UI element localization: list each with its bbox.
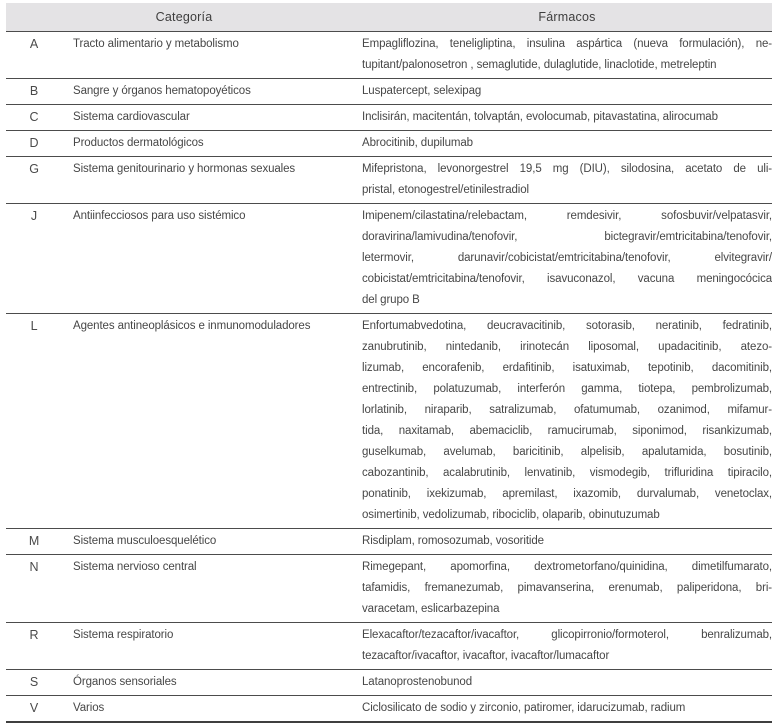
drugs-cell — [362, 314, 772, 529]
drug-line: Latanoprostenobunod — [362, 676, 473, 688]
drug-line: ponatinib, ixekizumab, apremilast, ixazomib, durvalumab, venetoclax, — [362, 488, 772, 500]
drug-line: Risdiplam, romosozumab, vosoritide — [362, 535, 544, 547]
row-code: B — [29, 84, 39, 98]
category-cell: Órganos sensoriales — [73, 676, 177, 688]
table-body — [6, 32, 772, 723]
drugs-cell — [362, 670, 772, 696]
drug-line: pristal, etonogestrel/etinilestradiol — [362, 184, 529, 196]
category-cell: Productos dermatológicos — [73, 137, 204, 149]
drugs-cell — [362, 105, 772, 131]
category-cell: Antiinfecciosos para uso sistémico — [73, 210, 246, 222]
drug-line: Empagliflozina, teneligliptina, insulina aspártica (nueva formulación), ne- — [362, 38, 772, 50]
row-code: J — [30, 209, 38, 223]
row-code: M — [28, 534, 40, 548]
drug-line: zanubrutinib, nintedanib, irinotecán liposomal, upadacitinib, atezo- — [362, 341, 772, 353]
table-header — [6, 3, 772, 32]
table-row — [6, 131, 772, 157]
row-code: V — [29, 701, 39, 715]
drug-line: tezacaftor/ivacaftor, ivacaftor, ivacaftor/lumacaftor — [362, 650, 610, 662]
drug-line: del grupo B — [362, 294, 420, 306]
drug-line: Luspatercept, selexipag — [362, 85, 482, 97]
column-header-drugs: Fármacos — [362, 3, 772, 32]
category-cell: Sistema cardiovascular — [73, 111, 190, 123]
category-cell: Sistema nervioso central — [73, 561, 197, 573]
drugs-cell — [362, 131, 772, 157]
drugs-cell — [362, 79, 772, 105]
drugs-cell — [362, 157, 772, 204]
row-code: S — [29, 675, 39, 689]
drug-line: guselkumab, avelumab, baricitinib, alpelisib, apalutamida, bosutinib, — [362, 446, 772, 458]
table-row — [6, 670, 772, 696]
drug-line: entrectinib, polatuzumab, interferón gamma, tiotepa, pembrolizumab, — [362, 383, 772, 395]
header-row — [6, 3, 772, 32]
table-row — [6, 105, 772, 131]
row-code: A — [29, 37, 39, 51]
drug-line: lorlatinib, niraparib, satralizumab, ofatumumab, ozanimod, mifamur- — [362, 404, 772, 416]
drug-line: letermovir, darunavir/cobicistat/emtricitabina/tenofovir, elvitegravir/ — [362, 252, 772, 264]
drugs-cell — [362, 696, 772, 723]
category-cell: Tracto alimentario y metabolismo — [73, 38, 239, 50]
drug-line: Rimegepant, apomorfina, dextrometorfano/quinidina, dimetilfumarato, — [362, 561, 772, 573]
table-row — [6, 529, 772, 555]
drug-line: Imipenem/cilastatina/relebactam, remdesivir, sofosbuvir/velpatasvir, — [362, 210, 772, 222]
drug-line: tafamidis, fremanezumab, pimavanserina, erenumab, paliperidona, bri- — [362, 582, 772, 594]
row-code: L — [30, 319, 38, 333]
drugs-cell — [362, 204, 772, 314]
table-row — [6, 157, 772, 204]
drug-line: lizumab, encorafenib, erdafitinib, isatuximab, tepotinib, dacomitinib, — [362, 362, 772, 374]
table-row — [6, 204, 772, 314]
drug-line: Abrocitinib, dupilumab — [362, 137, 473, 149]
category-cell: Sistema genitourinario y hormonas sexuales — [73, 163, 296, 175]
category-cell: Varios — [73, 702, 105, 714]
category-cell: Agentes antineoplásicos e inmunomoduladores — [73, 320, 311, 332]
drug-line: Inclisirán, macitentán, tolvaptán, evolocumab, pitavastatina, alirocumab — [362, 111, 718, 123]
drug-line: osimertinib, vedolizumab, ribociclib, olaparib, obinutuzumab — [362, 509, 660, 521]
table-row — [6, 623, 772, 670]
drug-line: tida, naxitamab, abemaciclib, ramucirumab, siponimod, risankizumab, — [362, 425, 772, 437]
row-code: G — [29, 162, 39, 176]
table-row — [6, 555, 772, 623]
drug-line: tupitant/palonosetron , semaglutide, dulaglutide, linaclotide, metreleptin — [362, 59, 717, 71]
drugs-cell — [362, 32, 772, 79]
drug-line: Ciclosilicato de sodio y zirconio, patiromer, idarucizumab, radium — [362, 702, 686, 714]
table-row — [6, 314, 772, 529]
drug-line: Enfortumabvedotina, deucravacitinib, sotorasib, neratinib, fedratinib, — [362, 320, 772, 332]
drugs-cell — [362, 623, 772, 670]
category-cell: Sangre y órganos hematopoyéticos — [73, 85, 251, 97]
drug-line: cabozantinib, acalabrutinib, lenvatinib, vismodegib, trifluridina tipiracilo, — [362, 467, 772, 479]
category-cell: Sistema respiratorio — [73, 629, 174, 641]
drugs-cell — [362, 555, 772, 623]
row-code: R — [29, 628, 39, 642]
drug-line: cobicistat/emtricitabina/tenofovir, isavuconazol, vacuna meningocócica — [362, 273, 772, 285]
row-code: C — [29, 110, 39, 124]
drugs-table — [6, 3, 772, 723]
row-code: D — [29, 136, 39, 150]
category-cell: Sistema musculoesquelético — [73, 535, 217, 547]
drug-line: doravirina/lamivudina/tenofovir, bictegravir/emtricitabina/tenofovir, — [362, 231, 772, 243]
row-code: N — [29, 560, 39, 574]
drug-line: Elexacaftor/tezacaftor/ivacaftor, glicopirronio/formoterol, benralizumab, — [362, 629, 772, 641]
drug-line: Mifepristona, levonorgestrel 19,5 mg (DIU), silodosina, acetato de uli- — [362, 163, 772, 175]
drug-line: varacetam, eslicarbazepina — [362, 603, 500, 615]
drugs-cell — [362, 529, 772, 555]
table-row — [6, 696, 772, 723]
column-header-category: Categoría — [6, 3, 362, 32]
table-row — [6, 79, 772, 105]
table-row — [6, 32, 772, 79]
